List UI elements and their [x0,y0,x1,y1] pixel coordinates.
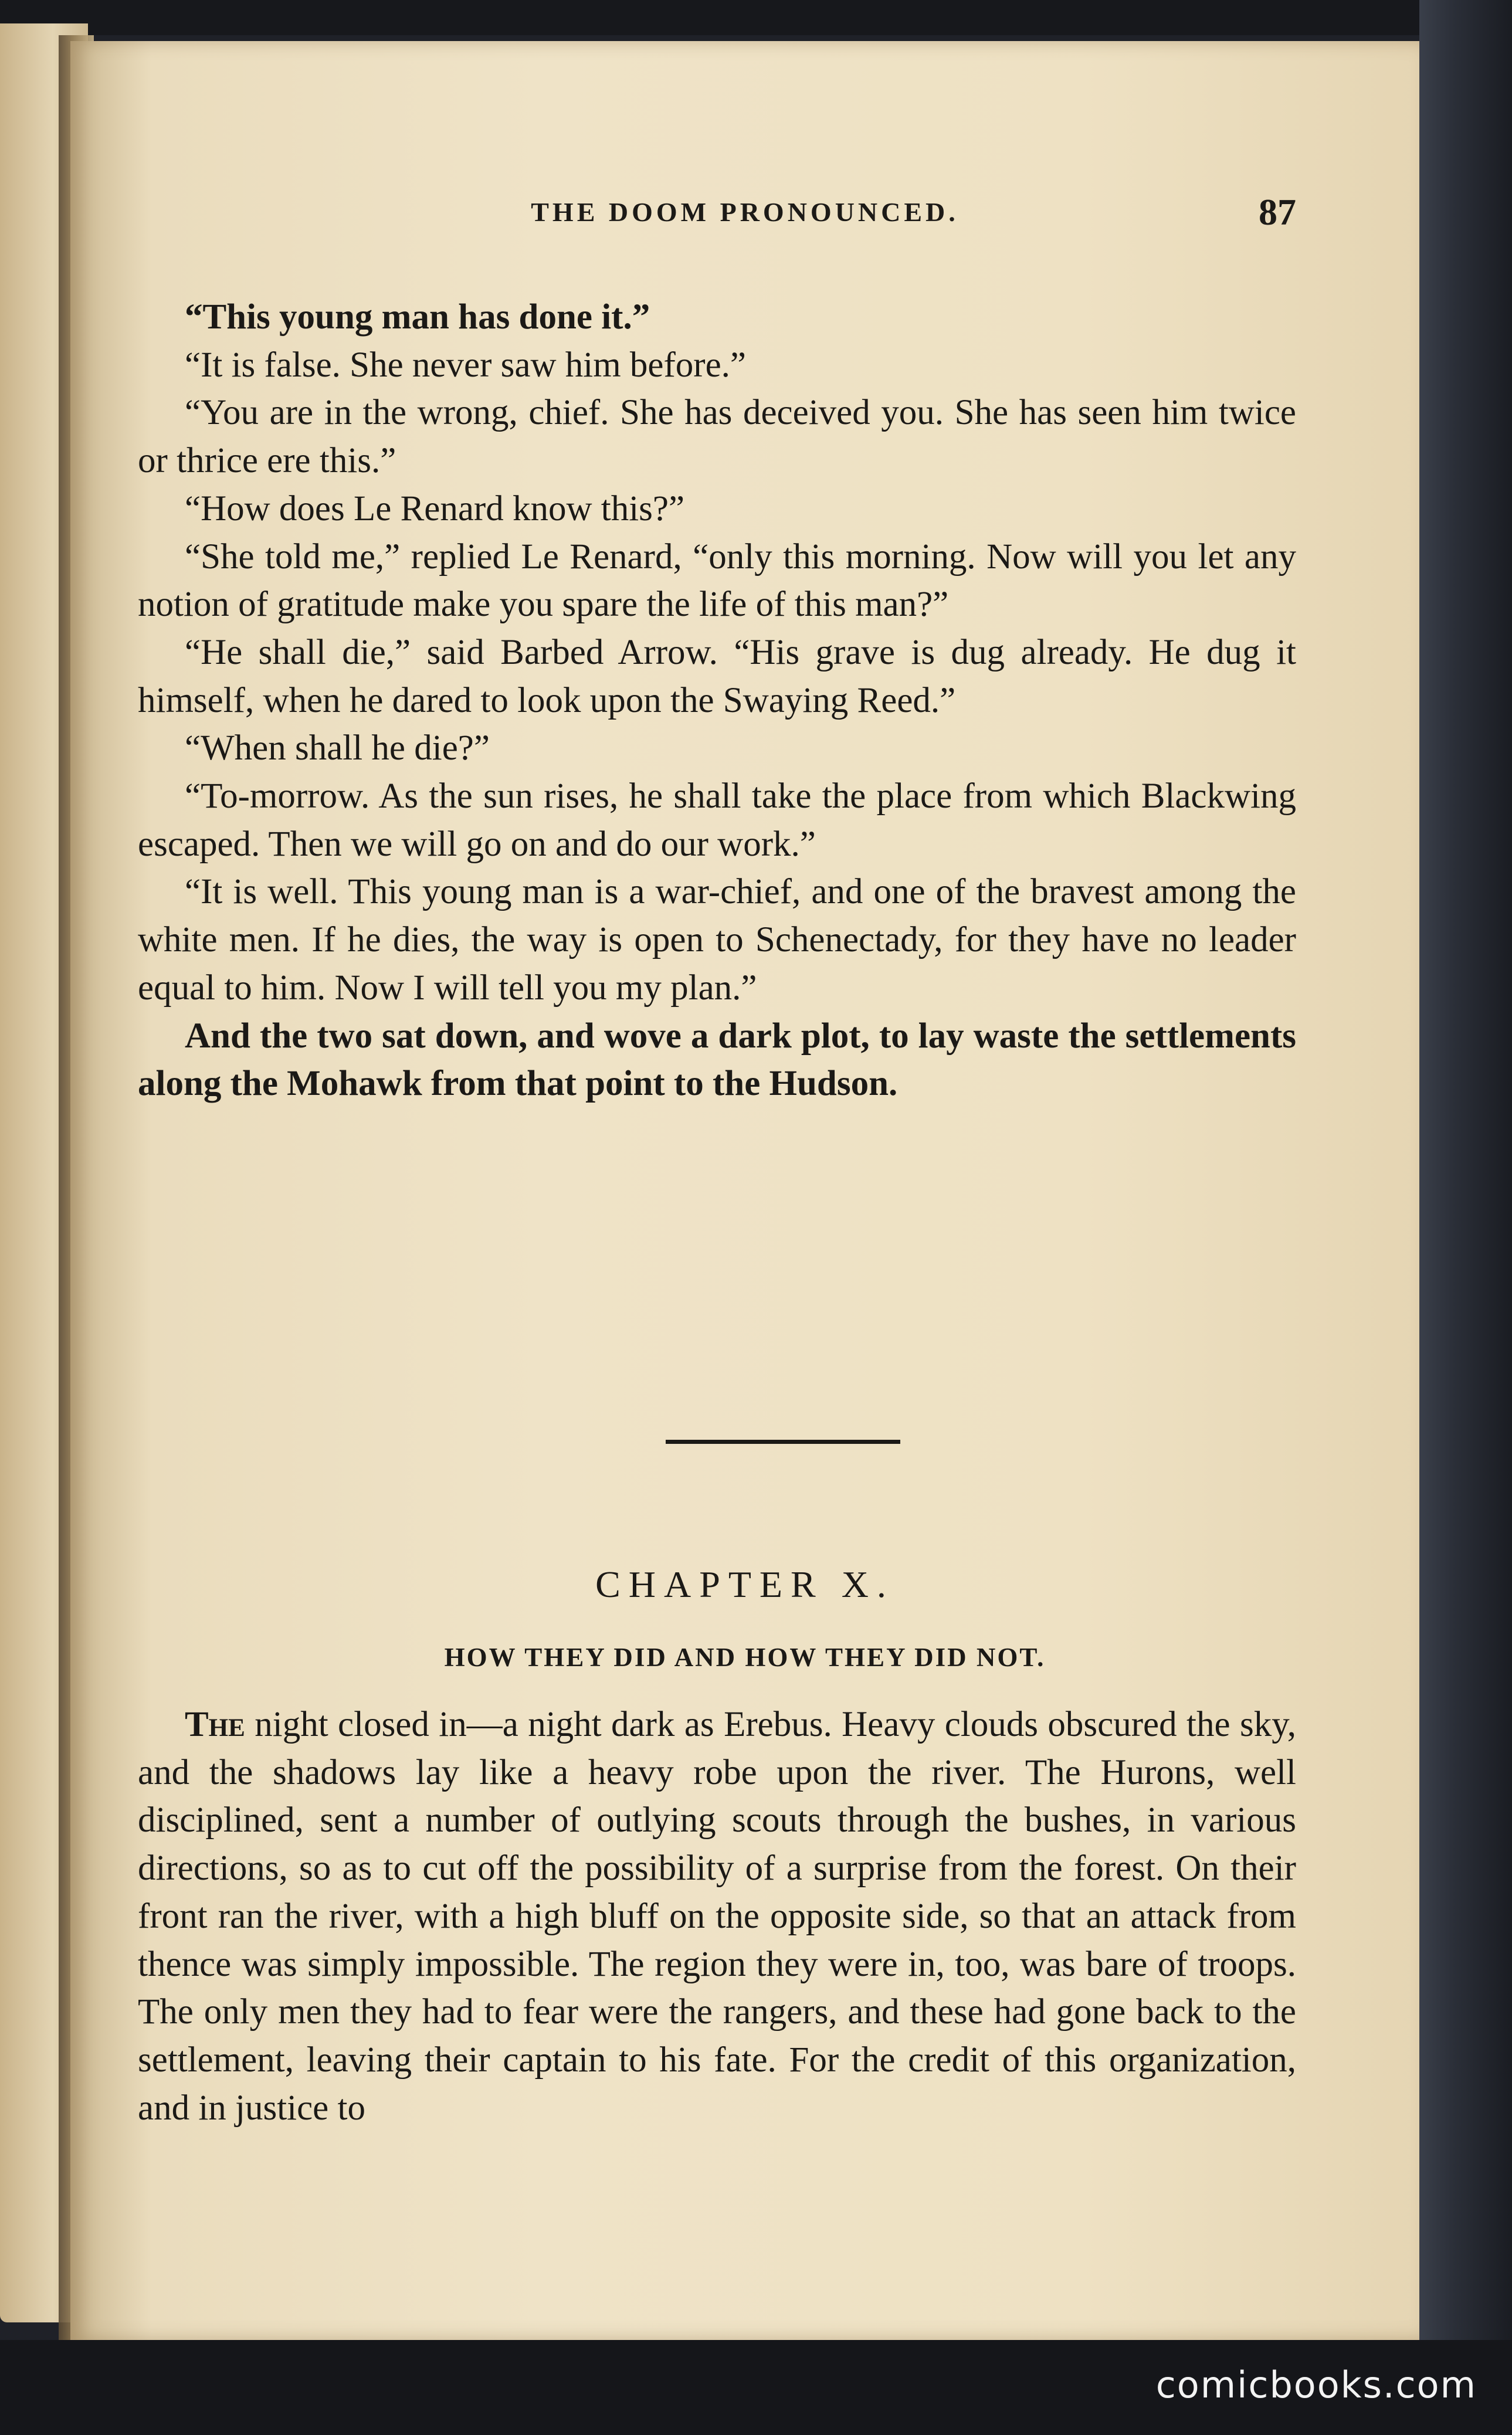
scan-border-top [0,0,1512,35]
paragraph: “It is well. This young man is a war-chief, and one of the bravest among the white men. If he dies, the way is open to Schenectady, for they have no leader equal to him. Now I will tell you my plan.” [138,872,1296,1008]
page-header [70,179,1419,243]
watermark: comicbooks.com [1155,2363,1477,2406]
opening-word: The [185,1705,245,1744]
page-number: 87 [1259,191,1296,233]
paragraph: “This young man has done it.” [185,297,650,337]
opening-text: night closed in—a night dark as Erebus. Heavy clouds obscured the sky, and the shadows lay like a heavy robe upon the river. The Hurons, well disciplined, sent a number of outlying scouts through the bushes, in various directions, so as to cut off the possibility of a surprise from the forest. On their front ran the river, with a high bluff on the opposite side, so that an attack from thence was simply impossible. The region they were in, too, was bare of troops. The only men they had to fear were the rangers, and these had gone back to the settlement, leaving their captain to his fate. For the credit of this organization, and in justice to [138,1705,1296,2128]
paragraph: “How does Le Renard know this?” [185,489,685,528]
paragraph: And the two sat down, and wove a dark plot, to lay waste the settlements along the Mohawk from that point to the Hudson. [138,1016,1296,1104]
paragraph [138,1701,1296,2132]
dialogue-section [138,293,1296,1108]
paragraph: “It is false. She never saw him before.” [185,345,746,385]
chapter-body [138,1701,1296,2132]
section-divider [666,1440,900,1444]
paragraph: “To-morrow. As the sun rises, he shall take the place from which Blackwing escaped. Then we will go on and do our work.” [138,776,1296,864]
scan-border-right [1419,0,1512,2435]
running-head: THE DOOM PRONOUNCED. [531,197,959,227]
paragraph: “You are in the wrong, chief. She has deceived you. She has seen him twice or thrice ere this.” [138,393,1296,481]
paragraph: “She told me,” replied Le Renard, “only this morning. Now will you let any notion of gratitude make you spare the life of this man?” [138,537,1296,625]
chapter-title: CHAPTER X. [595,1564,894,1605]
paragraph: “When shall he die?” [185,728,490,768]
paragraph: “He shall die,” said Barbed Arrow. “His grave is dug already. He dug it himself, when he dared to look upon the Swaying Reed.” [138,632,1296,720]
book-page [70,41,1419,2340]
chapter-subtitle: HOW THEY DID AND HOW THEY DID NOT. [444,1643,1046,1672]
